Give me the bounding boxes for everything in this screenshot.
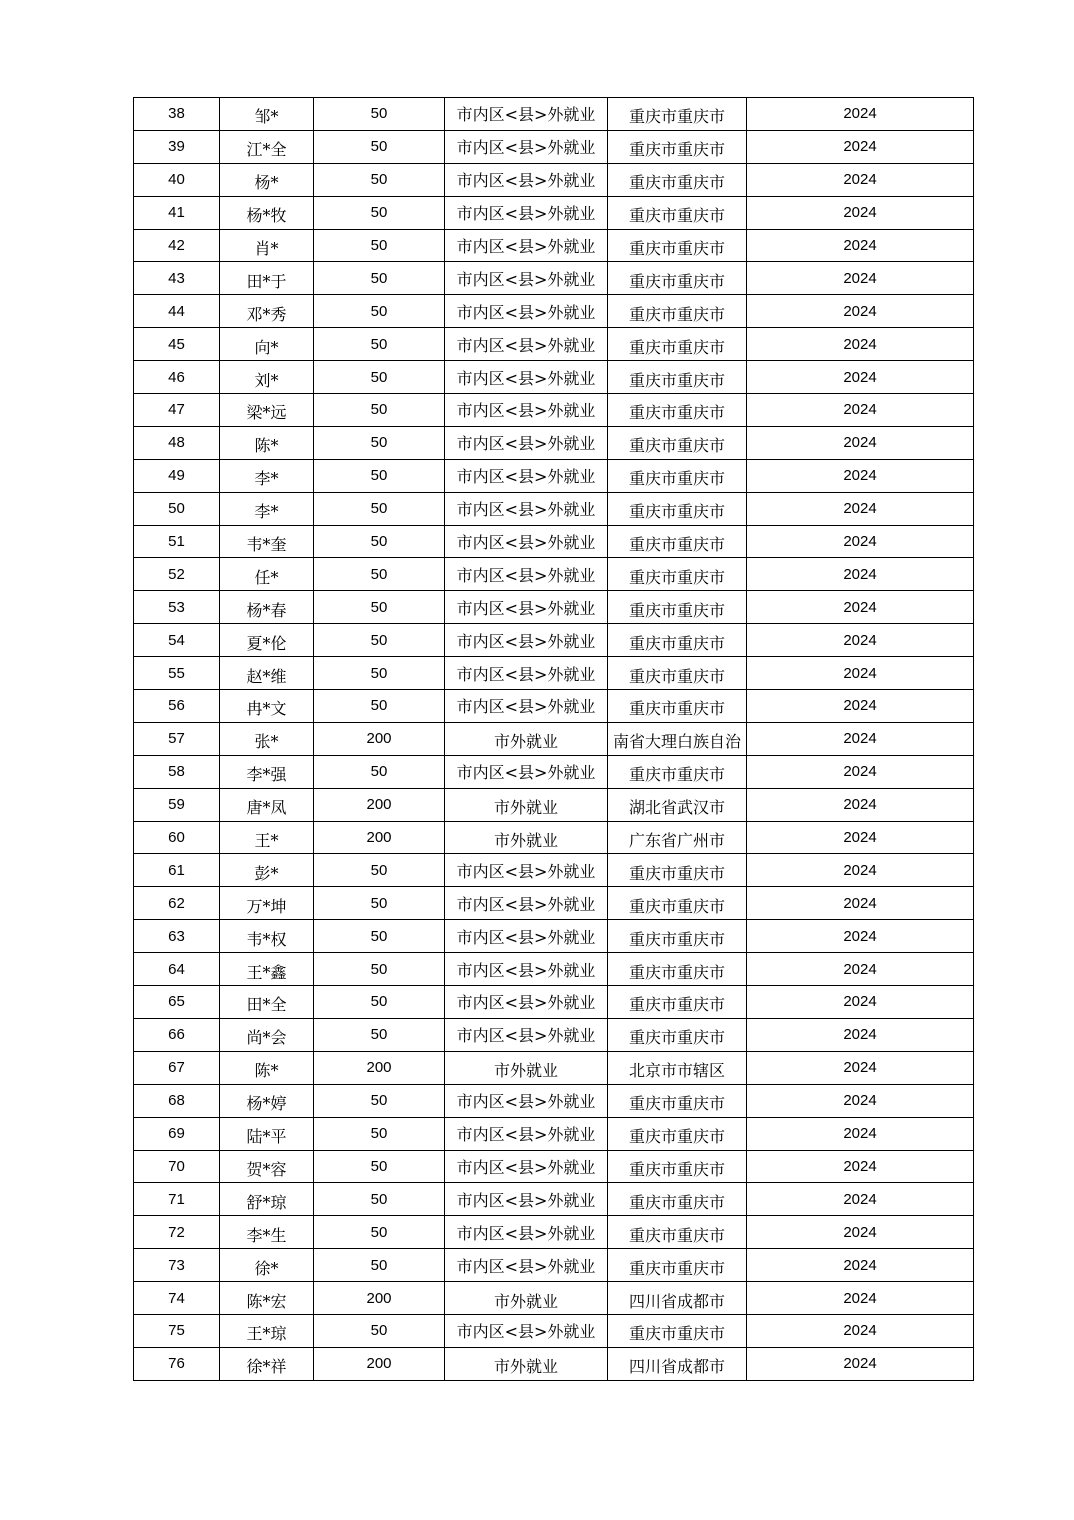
name-cell: 李* (220, 492, 314, 525)
row-number-cell: 64 (134, 953, 220, 986)
amount-cell: 50 (314, 361, 445, 394)
location-cell: 重庆市重庆市 (608, 657, 747, 690)
year-cell: 2024 (747, 1216, 974, 1249)
name-cell: 王*鑫 (220, 953, 314, 986)
row-number-cell: 45 (134, 328, 220, 361)
row-number-cell: 40 (134, 163, 220, 196)
row-number-cell: 48 (134, 426, 220, 459)
location-cell: 重庆市重庆市 (608, 229, 747, 262)
employment-type-cell: 市内区<县>外就业 (445, 98, 608, 131)
table-row (134, 426, 974, 459)
location-cell: 重庆市重庆市 (608, 394, 747, 427)
amount-cell: 50 (314, 295, 445, 328)
amount-cell: 50 (314, 163, 445, 196)
year-cell: 2024 (747, 986, 974, 1019)
row-number-cell: 44 (134, 295, 220, 328)
year-cell: 2024 (747, 492, 974, 525)
amount-cell: 50 (314, 887, 445, 920)
name-cell: 王*琼 (220, 1314, 314, 1347)
amount-cell: 50 (314, 986, 445, 1019)
table-row (134, 492, 974, 525)
employment-type-cell: 市内区<县>外就业 (445, 854, 608, 887)
row-number-cell: 71 (134, 1183, 220, 1216)
name-cell: 任* (220, 558, 314, 591)
location-cell: 重庆市重庆市 (608, 328, 747, 361)
row-number-cell: 52 (134, 558, 220, 591)
location-cell: 湖北省武汉市 (608, 788, 747, 821)
amount-cell: 50 (314, 657, 445, 690)
amount-cell: 50 (314, 525, 445, 558)
row-number-cell: 58 (134, 755, 220, 788)
name-cell: 唐*凤 (220, 788, 314, 821)
row-number-cell: 65 (134, 986, 220, 1019)
year-cell: 2024 (747, 558, 974, 591)
employment-type-cell: 市内区<县>外就业 (445, 328, 608, 361)
row-number-cell: 50 (134, 492, 220, 525)
employment-type-cell: 市内区<县>外就业 (445, 953, 608, 986)
year-cell: 2024 (747, 295, 974, 328)
name-cell: 田*于 (220, 262, 314, 295)
employment-type-cell: 市外就业 (445, 1282, 608, 1315)
row-number-cell: 53 (134, 591, 220, 624)
table-row (134, 953, 974, 986)
year-cell: 2024 (747, 657, 974, 690)
table-row (134, 130, 974, 163)
row-number-cell: 46 (134, 361, 220, 394)
name-cell: 徐*祥 (220, 1347, 314, 1380)
table-row (134, 525, 974, 558)
location-cell: 重庆市重庆市 (608, 262, 747, 295)
year-cell: 2024 (747, 163, 974, 196)
row-number-cell: 43 (134, 262, 220, 295)
amount-cell: 50 (314, 558, 445, 591)
table-row (134, 657, 974, 690)
name-cell: 夏*伦 (220, 624, 314, 657)
row-number-cell: 75 (134, 1314, 220, 1347)
row-number-cell: 61 (134, 854, 220, 887)
amount-cell: 50 (314, 426, 445, 459)
location-cell: 四川省成都市 (608, 1347, 747, 1380)
amount-cell: 200 (314, 1347, 445, 1380)
table-row (134, 1051, 974, 1084)
name-cell: 陈*宏 (220, 1282, 314, 1315)
amount-cell: 50 (314, 690, 445, 723)
employment-type-cell: 市内区<县>外就业 (445, 459, 608, 492)
location-cell: 重庆市重庆市 (608, 295, 747, 328)
employment-type-cell: 市内区<县>外就业 (445, 755, 608, 788)
amount-cell: 50 (314, 229, 445, 262)
name-cell: 赵*维 (220, 657, 314, 690)
year-cell: 2024 (747, 1018, 974, 1051)
location-cell: 重庆市重庆市 (608, 1183, 747, 1216)
table-row (134, 328, 974, 361)
location-cell: 重庆市重庆市 (608, 1314, 747, 1347)
amount-cell: 50 (314, 591, 445, 624)
year-cell: 2024 (747, 1249, 974, 1282)
table-row (134, 788, 974, 821)
year-cell: 2024 (747, 394, 974, 427)
amount-cell: 200 (314, 722, 445, 755)
year-cell: 2024 (747, 821, 974, 854)
location-cell: 南省大理白族自治 (608, 722, 747, 755)
employment-type-cell: 市外就业 (445, 821, 608, 854)
amount-cell: 50 (314, 1249, 445, 1282)
row-number-cell: 73 (134, 1249, 220, 1282)
name-cell: 李*强 (220, 755, 314, 788)
name-cell: 舒*琼 (220, 1183, 314, 1216)
employment-type-cell: 市内区<县>外就业 (445, 394, 608, 427)
employment-type-cell: 市内区<县>外就业 (445, 525, 608, 558)
table-body (134, 98, 974, 1381)
employment-type-cell: 市内区<县>外就业 (445, 361, 608, 394)
employment-type-cell: 市外就业 (445, 1051, 608, 1084)
year-cell: 2024 (747, 920, 974, 953)
employment-type-cell: 市内区<县>外就业 (445, 262, 608, 295)
employment-type-cell: 市外就业 (445, 788, 608, 821)
location-cell: 重庆市重庆市 (608, 196, 747, 229)
row-number-cell: 74 (134, 1282, 220, 1315)
employment-type-cell: 市内区<县>外就业 (445, 1249, 608, 1282)
amount-cell: 50 (314, 459, 445, 492)
employment-type-cell: 市内区<县>外就业 (445, 591, 608, 624)
name-cell: 杨* (220, 163, 314, 196)
table-row (134, 986, 974, 1019)
employment-type-cell: 市内区<县>外就业 (445, 1150, 608, 1183)
year-cell: 2024 (747, 1183, 974, 1216)
name-cell: 肖* (220, 229, 314, 262)
location-cell: 重庆市重庆市 (608, 1117, 747, 1150)
year-cell: 2024 (747, 887, 974, 920)
year-cell: 2024 (747, 755, 974, 788)
year-cell: 2024 (747, 459, 974, 492)
location-cell: 重庆市重庆市 (608, 558, 747, 591)
year-cell: 2024 (747, 1282, 974, 1315)
row-number-cell: 76 (134, 1347, 220, 1380)
year-cell: 2024 (747, 130, 974, 163)
year-cell: 2024 (747, 953, 974, 986)
name-cell: 王* (220, 821, 314, 854)
amount-cell: 50 (314, 755, 445, 788)
employment-type-cell: 市外就业 (445, 1347, 608, 1380)
amount-cell: 50 (314, 1117, 445, 1150)
table-row (134, 196, 974, 229)
amount-cell: 50 (314, 262, 445, 295)
year-cell: 2024 (747, 1051, 974, 1084)
year-cell: 2024 (747, 196, 974, 229)
table-row (134, 1249, 974, 1282)
amount-cell: 50 (314, 1084, 445, 1117)
location-cell: 重庆市重庆市 (608, 361, 747, 394)
location-cell: 重庆市重庆市 (608, 1018, 747, 1051)
table-row (134, 690, 974, 723)
table-row (134, 887, 974, 920)
row-number-cell: 39 (134, 130, 220, 163)
amount-cell: 50 (314, 1183, 445, 1216)
employment-type-cell: 市外就业 (445, 722, 608, 755)
year-cell: 2024 (747, 788, 974, 821)
row-number-cell: 62 (134, 887, 220, 920)
amount-cell: 50 (314, 1150, 445, 1183)
employment-type-cell: 市内区<县>外就业 (445, 657, 608, 690)
amount-cell: 50 (314, 854, 445, 887)
row-number-cell: 38 (134, 98, 220, 131)
amount-cell: 50 (314, 196, 445, 229)
name-cell: 陈* (220, 1051, 314, 1084)
employment-type-cell: 市内区<县>外就业 (445, 624, 608, 657)
year-cell: 2024 (747, 1314, 974, 1347)
employment-type-cell: 市内区<县>外就业 (445, 1018, 608, 1051)
amount-cell: 200 (314, 1051, 445, 1084)
employment-type-cell: 市内区<县>外就业 (445, 163, 608, 196)
table-row (134, 722, 974, 755)
location-cell: 重庆市重庆市 (608, 1084, 747, 1117)
employment-type-cell: 市内区<县>外就业 (445, 1216, 608, 1249)
row-number-cell: 49 (134, 459, 220, 492)
name-cell: 杨*婷 (220, 1084, 314, 1117)
name-cell: 徐* (220, 1249, 314, 1282)
table-row (134, 1084, 974, 1117)
amount-cell: 50 (314, 1018, 445, 1051)
amount-cell: 50 (314, 328, 445, 361)
table-row (134, 624, 974, 657)
location-cell: 广东省广州市 (608, 821, 747, 854)
year-cell: 2024 (747, 98, 974, 131)
location-cell: 重庆市重庆市 (608, 163, 747, 196)
row-number-cell: 56 (134, 690, 220, 723)
table-row (134, 821, 974, 854)
location-cell: 重庆市重庆市 (608, 624, 747, 657)
row-number-cell: 47 (134, 394, 220, 427)
year-cell: 2024 (747, 1084, 974, 1117)
employment-type-cell: 市内区<县>外就业 (445, 295, 608, 328)
row-number-cell: 69 (134, 1117, 220, 1150)
amount-cell: 200 (314, 821, 445, 854)
location-cell: 重庆市重庆市 (608, 920, 747, 953)
row-number-cell: 68 (134, 1084, 220, 1117)
name-cell: 张* (220, 722, 314, 755)
table-row (134, 1314, 974, 1347)
employment-type-cell: 市内区<县>外就业 (445, 196, 608, 229)
name-cell: 尚*会 (220, 1018, 314, 1051)
table-row (134, 558, 974, 591)
name-cell: 杨*牧 (220, 196, 314, 229)
amount-cell: 50 (314, 1216, 445, 1249)
table-row (134, 1347, 974, 1380)
table-row (134, 1183, 974, 1216)
name-cell: 冉*文 (220, 690, 314, 723)
amount-cell: 50 (314, 920, 445, 953)
table-row (134, 229, 974, 262)
location-cell: 重庆市重庆市 (608, 755, 747, 788)
table-row (134, 755, 974, 788)
location-cell: 重庆市重庆市 (608, 854, 747, 887)
table-row (134, 262, 974, 295)
location-cell: 重庆市重庆市 (608, 1216, 747, 1249)
amount-cell: 50 (314, 624, 445, 657)
employment-type-cell: 市内区<县>外就业 (445, 229, 608, 262)
employment-type-cell: 市内区<县>外就业 (445, 690, 608, 723)
year-cell: 2024 (747, 328, 974, 361)
employment-type-cell: 市内区<县>外就业 (445, 1117, 608, 1150)
row-number-cell: 60 (134, 821, 220, 854)
row-number-cell: 54 (134, 624, 220, 657)
employment-type-cell: 市内区<县>外就业 (445, 920, 608, 953)
year-cell: 2024 (747, 854, 974, 887)
name-cell: 陆*平 (220, 1117, 314, 1150)
employment-type-cell: 市内区<县>外就业 (445, 426, 608, 459)
name-cell: 李*生 (220, 1216, 314, 1249)
row-number-cell: 55 (134, 657, 220, 690)
location-cell: 重庆市重庆市 (608, 98, 747, 131)
name-cell: 田*全 (220, 986, 314, 1019)
amount-cell: 50 (314, 394, 445, 427)
row-number-cell: 59 (134, 788, 220, 821)
row-number-cell: 41 (134, 196, 220, 229)
table-row (134, 920, 974, 953)
employment-type-cell: 市内区<县>外就业 (445, 887, 608, 920)
name-cell: 梁*远 (220, 394, 314, 427)
name-cell: 贺*容 (220, 1150, 314, 1183)
table-row (134, 1150, 974, 1183)
table-row (134, 394, 974, 427)
name-cell: 杨*春 (220, 591, 314, 624)
table-row (134, 361, 974, 394)
location-cell: 重庆市重庆市 (608, 426, 747, 459)
amount-cell: 50 (314, 492, 445, 525)
location-cell: 四川省成都市 (608, 1282, 747, 1315)
row-number-cell: 57 (134, 722, 220, 755)
employment-type-cell: 市内区<县>外就业 (445, 1183, 608, 1216)
name-cell: 万*坤 (220, 887, 314, 920)
year-cell: 2024 (747, 722, 974, 755)
row-number-cell: 67 (134, 1051, 220, 1084)
year-cell: 2024 (747, 591, 974, 624)
name-cell: 邹* (220, 98, 314, 131)
location-cell: 重庆市重庆市 (608, 130, 747, 163)
amount-cell: 200 (314, 1282, 445, 1315)
table-row (134, 854, 974, 887)
name-cell: 李* (220, 459, 314, 492)
name-cell: 邓*秀 (220, 295, 314, 328)
year-cell: 2024 (747, 262, 974, 295)
location-cell: 重庆市重庆市 (608, 492, 747, 525)
employment-type-cell: 市内区<县>外就业 (445, 986, 608, 1019)
table-row (134, 1117, 974, 1150)
location-cell: 北京市市辖区 (608, 1051, 747, 1084)
year-cell: 2024 (747, 426, 974, 459)
row-number-cell: 70 (134, 1150, 220, 1183)
location-cell: 重庆市重庆市 (608, 1249, 747, 1282)
name-cell: 刘* (220, 361, 314, 394)
table-row (134, 163, 974, 196)
name-cell: 韦*奎 (220, 525, 314, 558)
name-cell: 陈* (220, 426, 314, 459)
year-cell: 2024 (747, 1117, 974, 1150)
row-number-cell: 63 (134, 920, 220, 953)
amount-cell: 50 (314, 130, 445, 163)
year-cell: 2024 (747, 1347, 974, 1380)
row-number-cell: 66 (134, 1018, 220, 1051)
table-row (134, 591, 974, 624)
employment-type-cell: 市内区<县>外就业 (445, 130, 608, 163)
row-number-cell: 42 (134, 229, 220, 262)
amount-cell: 200 (314, 788, 445, 821)
name-cell: 向* (220, 328, 314, 361)
table-row (134, 1216, 974, 1249)
table-row (134, 295, 974, 328)
year-cell: 2024 (747, 229, 974, 262)
location-cell: 重庆市重庆市 (608, 986, 747, 1019)
row-number-cell: 72 (134, 1216, 220, 1249)
year-cell: 2024 (747, 1150, 974, 1183)
amount-cell: 50 (314, 98, 445, 131)
amount-cell: 50 (314, 953, 445, 986)
location-cell: 重庆市重庆市 (608, 525, 747, 558)
year-cell: 2024 (747, 690, 974, 723)
employment-type-cell: 市内区<县>外就业 (445, 492, 608, 525)
location-cell: 重庆市重庆市 (608, 1150, 747, 1183)
table-row (134, 98, 974, 131)
year-cell: 2024 (747, 361, 974, 394)
name-cell: 彭* (220, 854, 314, 887)
location-cell: 重庆市重庆市 (608, 887, 747, 920)
location-cell: 重庆市重庆市 (608, 690, 747, 723)
employment-type-cell: 市内区<县>外就业 (445, 558, 608, 591)
year-cell: 2024 (747, 525, 974, 558)
table-row (134, 1282, 974, 1315)
employment-subsidy-table (133, 97, 974, 1381)
table-row (134, 1018, 974, 1051)
name-cell: 江*全 (220, 130, 314, 163)
location-cell: 重庆市重庆市 (608, 459, 747, 492)
employment-type-cell: 市内区<县>外就业 (445, 1314, 608, 1347)
name-cell: 韦*权 (220, 920, 314, 953)
year-cell: 2024 (747, 624, 974, 657)
amount-cell: 50 (314, 1314, 445, 1347)
location-cell: 重庆市重庆市 (608, 591, 747, 624)
location-cell: 重庆市重庆市 (608, 953, 747, 986)
table-row (134, 459, 974, 492)
employment-type-cell: 市内区<县>外就业 (445, 1084, 608, 1117)
row-number-cell: 51 (134, 525, 220, 558)
